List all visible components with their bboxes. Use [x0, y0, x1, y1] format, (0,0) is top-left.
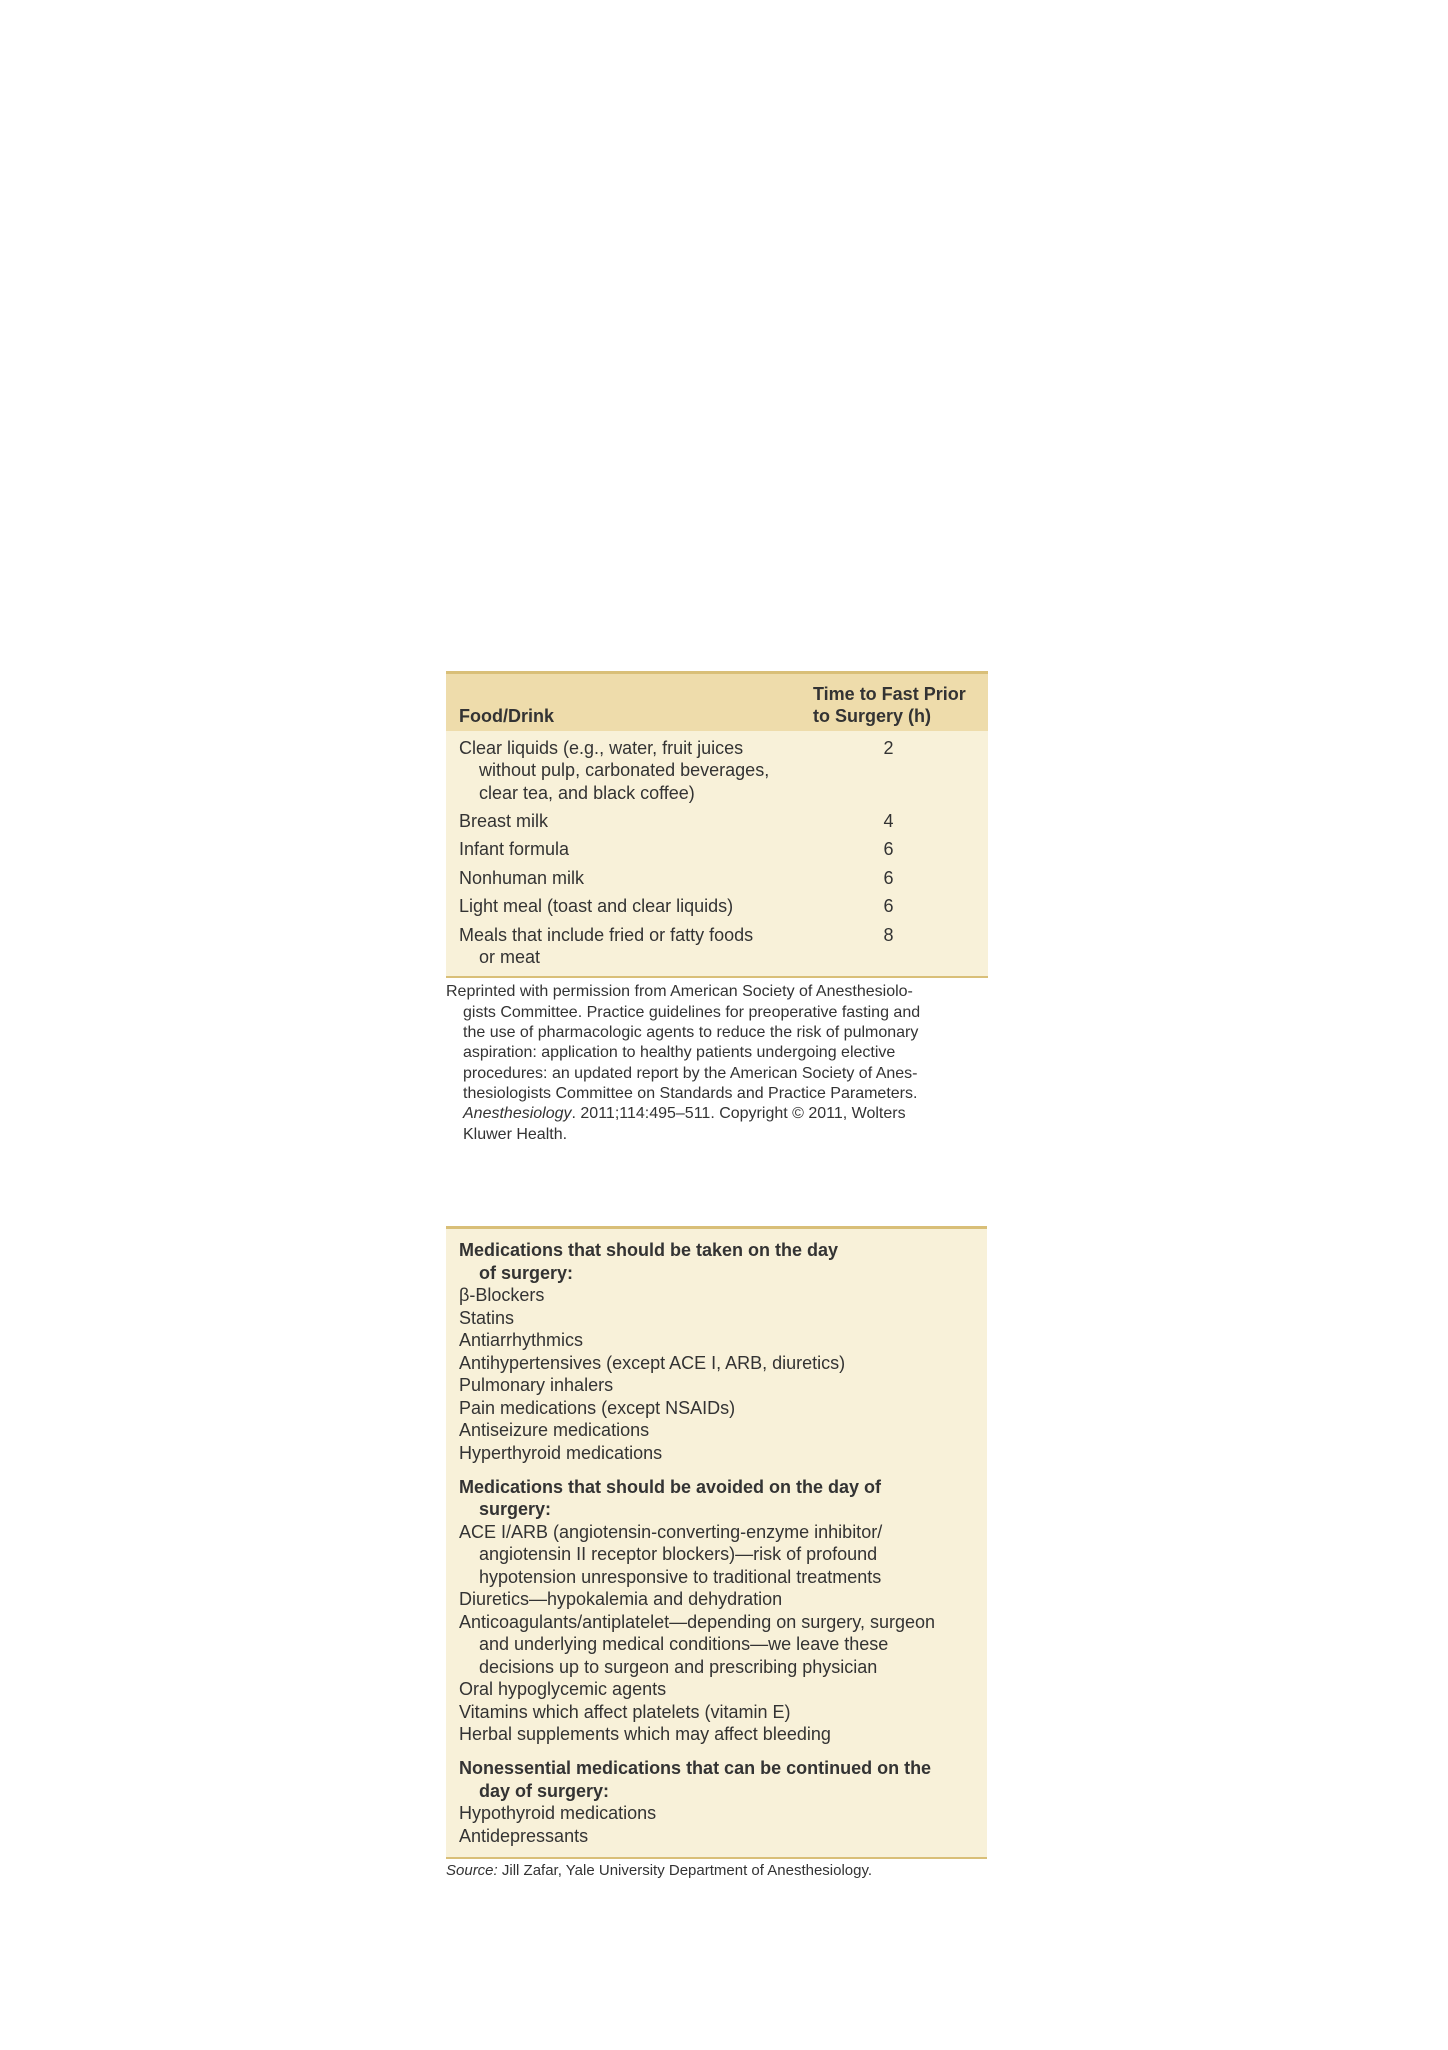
med-list-item: Hypothyroid medications [459, 1803, 657, 1824]
med-list-item: Vitamins which affect platelets (vitamin E) [459, 1701, 791, 1722]
med-list-item [459, 1521, 987, 1589]
table-row [446, 807, 988, 835]
med-list-item [459, 1611, 987, 1679]
food-drink-text: Clear liquids (e.g., water, fruit juices [459, 737, 744, 758]
column-header-line: Time to Fast Prior [813, 684, 966, 704]
food-drink-text: or meat [479, 947, 541, 968]
food-drink-text: clear tea, and black coffee) [479, 782, 695, 803]
food-drink-text: without pulp, carbonated beverages, [479, 760, 770, 781]
food-drink-text: Light meal (toast and clear liquids) [459, 896, 734, 917]
med-section-taken [459, 1239, 987, 1464]
citation-details: . 2011;114:495–511. Copyright © 2011, Wolters [571, 1105, 906, 1123]
fast-hours-cell: 4 [883, 811, 894, 832]
fast-hours-cell: 6 [883, 839, 894, 860]
fasting-guidelines-table [446, 671, 988, 1145]
source-text: Jill Zafar, Yale University Department of Anesthesiology. [497, 1862, 873, 1879]
table-row [446, 892, 988, 920]
med-list-item: Pain medications (except NSAIDs) [459, 1397, 736, 1418]
med-list-item: β-Blockers [459, 1285, 545, 1305]
fast-hours-cell: 6 [883, 896, 894, 917]
food-drink-cell [446, 810, 806, 832]
section-heading-line: Nonessential medications that can be continued on the [459, 1758, 932, 1779]
table-header-row [446, 671, 988, 731]
section-heading-line: Medications that should be taken on the day [459, 1240, 839, 1260]
med-list-item-line: Anticoagulants/antiplatelet—depending on surgery, surgeon [459, 1611, 935, 1632]
footnote-line: thesiologists Committee on Standards and Practice Parameters. [463, 1084, 918, 1102]
footnote-line: the use of pharmacologic agents to reduce the risk of pulmonary [463, 1024, 919, 1042]
med-list-item: Antidepressants [459, 1825, 589, 1846]
med-list-item-line: and underlying medical conditions—we leave these [479, 1634, 889, 1655]
source-label: Source: [446, 1862, 498, 1879]
food-drink-cell [446, 737, 806, 804]
med-list-item-line: angiotensin II receptor blockers)—risk of profound [479, 1544, 878, 1565]
column-header-food-drink: Food/Drink [459, 706, 554, 727]
column-header-line: to Surgery (h) [813, 706, 932, 727]
footnote-line: procedures: an updated report by the American Society of Anes- [463, 1064, 918, 1082]
food-drink-cell [446, 895, 806, 917]
footnote-line: gists Committee. Practice guidelines for preoperative fasting and [463, 1003, 921, 1021]
journal-name: Anesthesiology [463, 1105, 572, 1123]
fast-hours-cell: 2 [883, 737, 894, 758]
table-body [446, 731, 988, 979]
fast-hours-cell: 6 [883, 867, 894, 888]
food-drink-text: Infant formula [459, 839, 570, 860]
column-header-time-to-fast [806, 683, 988, 728]
medications-box [446, 1226, 987, 1859]
section-heading [459, 1757, 987, 1802]
med-list-item: Pulmonary inhalers [459, 1375, 614, 1395]
med-list-item: Antiarrhythmics [459, 1330, 584, 1350]
med-list-item: Antihypertensives (except ACE I, ARB, diuretics) [459, 1352, 846, 1373]
med-list-item: Diuretics—hypokalemia and dehydration [459, 1589, 783, 1610]
footnote-line: Reprinted with permission from American Society of Anesthesiolo- [446, 983, 913, 1001]
food-drink-cell [446, 838, 806, 860]
food-drink-text: Nonhuman milk [459, 867, 585, 888]
source-note [446, 1861, 872, 1881]
section-heading [459, 1239, 987, 1284]
footnote-line: aspiration: application to healthy patients undergoing elective [463, 1044, 896, 1062]
med-list-item-line: hypotension unresponsive to traditional treatments [479, 1566, 882, 1587]
food-drink-cell [446, 924, 806, 969]
food-drink-text: Meals that include fried or fatty foods [459, 924, 754, 945]
fast-hours-cell: 8 [883, 924, 894, 945]
med-section-continued [459, 1757, 987, 1847]
section-heading-line: Medications that should be avoided on the day of [459, 1476, 882, 1497]
med-list-item: Herbal supplements which may affect bleeding [459, 1724, 831, 1745]
med-list-item-line: ACE I/ARB (angiotensin-converting-enzyme inhibitor/ [459, 1521, 883, 1542]
section-heading-line: of surgery: [479, 1262, 574, 1283]
table-row [446, 864, 988, 892]
table-footnote [446, 978, 988, 1144]
table-row [446, 835, 988, 863]
footnote-citation-line [446, 1104, 988, 1124]
med-list-item: Oral hypoglycemic agents [459, 1679, 667, 1700]
table-row [446, 921, 988, 972]
med-section-avoided [459, 1476, 987, 1746]
med-list-item: Statins [459, 1307, 515, 1328]
section-heading-line: surgery: [479, 1499, 552, 1520]
section-heading-line: day of surgery: [479, 1780, 610, 1801]
food-drink-text: Breast milk [459, 811, 549, 832]
food-drink-cell [446, 867, 806, 889]
footnote-line: Kluwer Health. [463, 1125, 568, 1143]
table-row [446, 734, 988, 807]
med-list-item: Antiseizure medications [459, 1420, 650, 1440]
med-list-item: Hyperthyroid medications [459, 1442, 663, 1463]
med-list-item-line: decisions up to surgeon and prescribing physician [479, 1656, 878, 1677]
section-heading [459, 1476, 987, 1521]
